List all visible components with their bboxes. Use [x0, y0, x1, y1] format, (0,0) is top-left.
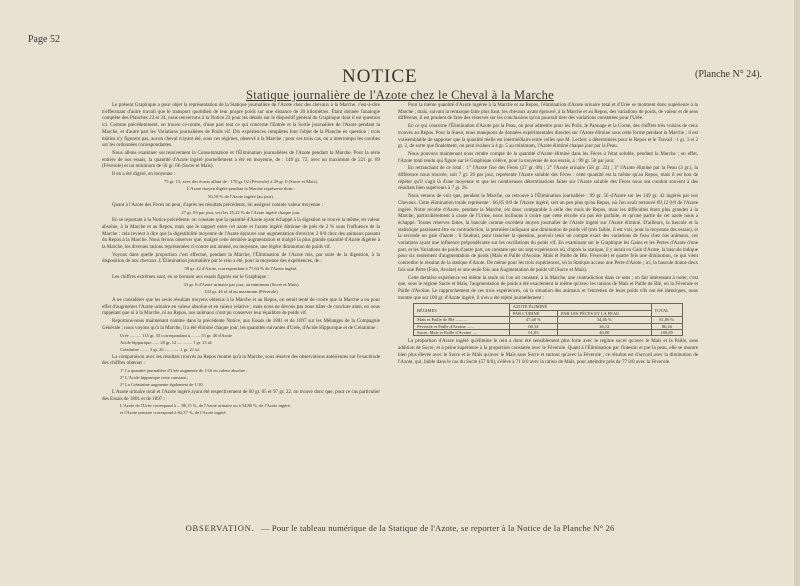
formula: 27 gr. 03 par jour, soit les 25,22 % de l'Azote ingéré chaque jour.	[181, 209, 301, 215]
page-edge	[794, 0, 800, 586]
table-cell: 86,26	[651, 323, 682, 329]
paragraph: Pour la même quantité d'Azote ingérée à la Marche et au Repos, l'élimination d'Azote urinaire total et d'Urée se montrent donc supérieure à la Marche ; mais, suivant la remarque faite plus haut, les chevaux ayant éprouvé, à la Marche et au Repos, des variations de poids, de valeur et de sens différents, il est prudent de faire des réserves sur les conclusions qu'on pourrait tirer des variations constatées pour l'Urée.	[398, 102, 698, 122]
formula: Acide hippurique ...... 29 gr. 12 — ........ 1 gr. 23 id.	[120, 339, 213, 345]
paragraph: A ne considérer que les seuls résultats moyens obtenus à la Marche et au Repos, on serait tenté de croire que la Marche a eu pour effet d'augmenter l'Azote urinaire en valeur absolue et en valeur relative ; mais nous ne devons pas nous hâter de conclure ainsi, en nous rappelant que ni à la Marche, ni au Repos, nos animaux n'ont pu conserver leur équilibre de poids vif.	[102, 296, 380, 317]
right-column	[398, 102, 698, 366]
observation-label: OBSERVATION.	[185, 523, 255, 533]
formula: 50,18 % de l'Azote ingéré (au jour).	[208, 194, 274, 200]
formula: 1° La quantité journalière d'Urée augmente de 1/10 en valeur absolue ;	[120, 367, 248, 373]
paragraph: Nous allons examiner successivement la Consommation et l'Élimination journalières de l'Azote pendant la Marche. Pour la série entière de nos essais, la quantité d'Azote ingéré journellement a été en moyenne, de : 149 gr. 72, avec un maximum de 221 gr. 89 (Féverole) et un minimum de 56 gr. 66 (Sucre et Maïs).	[102, 149, 380, 170]
paragraph: Reportons-nous maintenant comme dans la précédente Notice, aux Essais de 1881 et de 1897 sur les Mélanges de la Compagnie Générale ; nous voyons qu'à la Marche, il a été éliminé chaque jour, les quantités suivantes d'Urée, d'Acide Hippurique et de Créatinine :	[102, 318, 380, 331]
table-cell: 47,40 %	[509, 317, 557, 323]
table-cell: 60,14	[509, 323, 557, 329]
table-cell: Féverole et Paille d'Avoine .......	[414, 323, 510, 329]
table-cell: 40,00	[558, 330, 651, 336]
regimes-table	[413, 303, 683, 336]
table-header: PAR L'URINE	[509, 310, 557, 316]
formula: 75 gr. 13, avec des écarts allant de : 170 gr. 02 (Féverole) à 29 gr. 0 (Sucre et Maïs).	[163, 178, 319, 184]
paragraph: La proportion d'Azote ingéré qu'élimine le rein a donc été sensiblement plus forte avec le régime sucré qu'avec le Maïs et la Paille, sans addition de Sucre, et à peine supérieure à la proportion constatée avec le Féverole. Quant à l'Élimination par l'intestin et par la peau, elle se montre bien plus élevée avec le Sucre et le Maïs qu'avec le Maïs sans Sucre et surtout qu'avec la Féverole ; ce résultat est d'accord avec la diminution de l'Azote, qui, faible dans le cas du Sucre (57 0/0), s'élève à 71 0/0 avec la ration de Maïs, pour atteindre près de 77 0/0 avec la Féverole.	[398, 338, 698, 365]
table-cell: Maïs et Paille de Blé ..........	[414, 317, 510, 323]
paragraph: Le présent Graphique a pour objet la représentation de la Statique journalière de l'Azote chez des chevaux à la Marche, c'est-à-dire n'effectuant d'autre travail que le transport quotidien de leur propre poids sur une distance de 20 kilomètres. Étant donnée l'analogie complète des Planches 23 et 24, nous renverrons à la Notice 23 pour les détails sur le dispositif général du Graphique dont il est question ici. Comme précédemment, on trouve ci-contre, d'une part tout ce qui concerne l'Entrée et la Sortie journalière de l'Azote pendant la Marche, et d'autre part les Variations journalières de Poids vif. Dix expériences complètes font l'objet de la Planche en question ; trois mâtins n'y figurent pas, aucun cheval n'ayant été, sous ces régimes, observé à la Marche ; pour ces trois cas, on a interrompu les courbes sur les ordonnées correspondantes.	[102, 102, 380, 149]
paragraph: Nous pouvons maintenant nous rendre compte de la quantité d'Azote éliminé dans les Fèces à l'état soluble, pendant la Marche ; en effet, l'Azote total rendu qui figure sur le Graphique s'élève, pour la moyenne de nos essais, à : 99 gr. 56 par jour.	[398, 150, 698, 164]
table-row	[414, 330, 683, 336]
paragraph: L'Azote urinaire total et l'Azote ingéré ayant été respectivement de 60 gr. 65 et 97 gr. 22, on trouve donc que, pour ce cas particulier des Essais de 1881 et de 1897 :	[102, 388, 380, 402]
paragraph: En ce qui concerne l'Élimination d'Azote par la Peau, on peut admettre pour les Poils, le Pannage et la Corne, des chiffres très voisins de ceux trouvés au Repos. Pour la Sueur, nous manquons de données expérimentales directes sur l'Azote éliminé sous cette forme pendant la Marche ; il est vraisemblable de supposer que la quantité réelle est intermédiaire entre celles que M. Leclerc a déterminées pour le Repos et le Travail : 1 gr. 3 et 2 gr. 2, de sorte que finalement, on peut évaluer à 4 gr. 5 au minimum, l'Azote éliminé chaque jour par la Peau.	[398, 123, 698, 150]
formula: L'Azote de l'Urée correspond à ... 88,15 %, de l'Azote urinaire ou à 54,86 %, de l'Azote ingéré,	[120, 403, 291, 409]
plate-reference: (Planche N° 24).	[695, 69, 763, 80]
table-cell: Sucre, Maïs et Paille d'Avoine ....	[414, 330, 510, 336]
formula: 2° L'Acide hippurique reste constant ;	[120, 374, 189, 380]
paragraph: Quant à l'Azote des Fèces on peut, d'après les résultats précédents, lui assigner comme valeur moyenne :	[112, 201, 323, 208]
paragraph: Les chiffres extrêmes sont, en se bornant aux essais figurés sur le Graphique :	[112, 273, 269, 280]
paragraph: En retranchant de ce total : 1° l'Azote fixe des Fèces (27 gr. 08) ; 2° l'Azote urinaire (58 gr. 22) ; 3° l'Azote éliminé par la Peau (3 gr.), la différence nous trouvée, soit 7 gr. 26 par jour, représente l'Azote soluble des Fèces : cette quantité est la même qu'au Repos, mais il est bon de répéter qu'il s'agit là d'une moyenne et que les nombreuses déterminations faites sur l'Azote soluble des Fèces nous ont conduit souvent à des résultats bien supérieurs à 7 gr. 26.	[398, 165, 698, 192]
formula: Créatinine ........ 3 gr. 26 — ........ 1 gr. 21 id.	[120, 346, 200, 352]
formula: 33 gr. 6 d'Azote urinaire par jour, au minimum (Sucre et Maïs)	[183, 281, 299, 287]
page-number: Page 52	[28, 34, 60, 45]
left-column	[102, 102, 380, 417]
formula: 3° La Créatinine augmente également de 1/10.	[120, 381, 204, 387]
table-cell: 26,12	[558, 323, 651, 329]
formula: 133 gr. 46 id id au maximum (Féverole)	[204, 289, 278, 295]
table-header: RÉGIMES	[414, 304, 510, 317]
notice-title: NOTICE	[342, 66, 418, 87]
formula: 58 gr. 22 d'Azote, correspondant à 77,64 % de l'Azote ingéré.	[184, 266, 298, 272]
observation-text: — Pour le tableau numérique de la Statique de l'Azote, se reporter à la Notice de la Planche N° 26	[260, 523, 615, 533]
table-cell: 34,46 %	[558, 317, 651, 323]
table-header: PAR LES FÈCES ET LA PEAU	[558, 310, 651, 316]
paragraph: Il en a été digéré, en moyenne :	[112, 171, 176, 178]
subtitle-text: Statique journalière de l'Azote chez le Cheval à la Marche	[245, 88, 555, 102]
paragraph: En se reportant à la Notice précédente, on constate que la quantité d'Azote ayant échappé à la digestion se trouve la même, en valeur absolue, à la Marche et au Repos, mais que le rapport entre cet azote et l'azote ingéré diminue de près de 2 % sous l'influence de la Marche : cela revient à dire que la digestibilité moyenne de l'Azote éprouve une augmentation d'environ 2 0/0 chez des animaux passant du Repos à la Marche. Nous ferons observer que, malgré cette dernière augmentation et malgré la plus grande quantité d'Azote digérée à la Marche, les diverses rations représentées ci-contre ont amené, en moyenne, une légère diminution de poids vif.	[102, 217, 380, 251]
formula: Urée .......... 115 gr. 55 correspondant à ........ 53 gr. 46 d'Azote	[120, 332, 232, 338]
formula: L'Azote moyen digéré pendant la Marche représente donc :	[186, 186, 296, 192]
observation-note	[0, 523, 800, 533]
paragraph: La comparaison avec les résultats trouvés au Repos montre qu'à la Marche, sous réserve des observations antérieures sur l'exactitude des chiffres obtenus :	[102, 353, 380, 367]
table-cell: 81,86 %	[651, 317, 682, 323]
paragraph: Nous venons de voir que, pendant la Marche, on retrouve à l'Élimination journalière : 99 gr. 56 d'Azote sur les 149 gr. 42 ingérés par nos Chevaux. Cette élimination totale représente : 66,85 0/0 de l'Azote ingéré, soit un peu plus qu'au Repos, où l'on avait retrouvé 69,12 0/0 de l'Azote ingéré. Notre récolte d'Azote, pendant la Marche, est donc comparable à celle des mois de Repos, mais les difficultés étant plus grandes à la Marche, particulièrement à cause de l'Urine, nous inclinons à croire que cette récolte n'a pas été parfaite, et qu'une partie de cet azote nous a échappé. Toutes réserves faites, la bascule comme excédent moyen journalier de l'Azote ingéré sur l'Azote éliminé. D'ailleurs, la bascule et la statistique paraissent être en contradiction, la première indiquant une diminution de poids vif (très faible, il est vrai, pour la moyenne des essais), et la seconde un gain d'azote ; il faudrait, pour trancher la question, pouvoir tenir un compte exact des variations de l'eau chez nos animaux, ces variations ayant une influence prépondérante sur les oscillations du poids vif. En examinant sur le Graphique les Gains et les Pertes d'Azote d'une part, et les Variations de poids d'autre part, on constate que sur sept expériences où, d'après la statique, il y aurait eu Gain d'Azote, la bascule indique pour six seulement d'augmentation de poids (Maïs et Paille d'Avoine, Maïs et Paille de Blé, Féverole) et quatre fois une diminution, ce qui vient contredire le résultat de la statique d'Azote. De même pour les trois expériences, où la Statique accuse une Perte d'Azote ; ici, la bascule donne deux fois une Perte (Foin, Avoine) et une seule fois une Augmentation de poids vif (Sucre et Maïs).	[398, 193, 698, 273]
paragraph: Cette dernière expérience est même la seule où l'on ait constaté, à la Marche, une contradiction dans ce sens ; on fait intéressant à noter, c'est que, sous le régime Sucre et Maïs, l'augmentation de poids a été exactement la même qu'avec les rations de Maïs et Paille de Blé, où la Féverole et Paille d'Avoine. Le rapprochement de ces trois expériences, où la situation des animaux et l'entretien de leurs poids vifs ont été identiques, nous montre que sur 100 gr. d'Azote ingéré, il n'en a été rejeté journellement :	[398, 274, 698, 301]
table-cell: 108,85	[651, 330, 682, 336]
table-group-header: AZOTE ÉLIMINÉ	[509, 304, 651, 310]
table-header: TOTAL	[651, 304, 682, 317]
formula: et l'Azote urinaire correspond à 62,37 %, de l'Azote ingéré.	[120, 410, 227, 416]
paragraph: Voyons dans quelle proportion c'est effectué, pendant la Marche, l'Élimination de l'Azote mis, par suite de la digestion, à la disposition de nos chevaux. L'Élimination journalière par le rein a été, pour la moyenne des expériences, de :	[102, 251, 380, 265]
page-subtitle	[0, 88, 800, 103]
table-cell: 61,03	[509, 330, 557, 336]
